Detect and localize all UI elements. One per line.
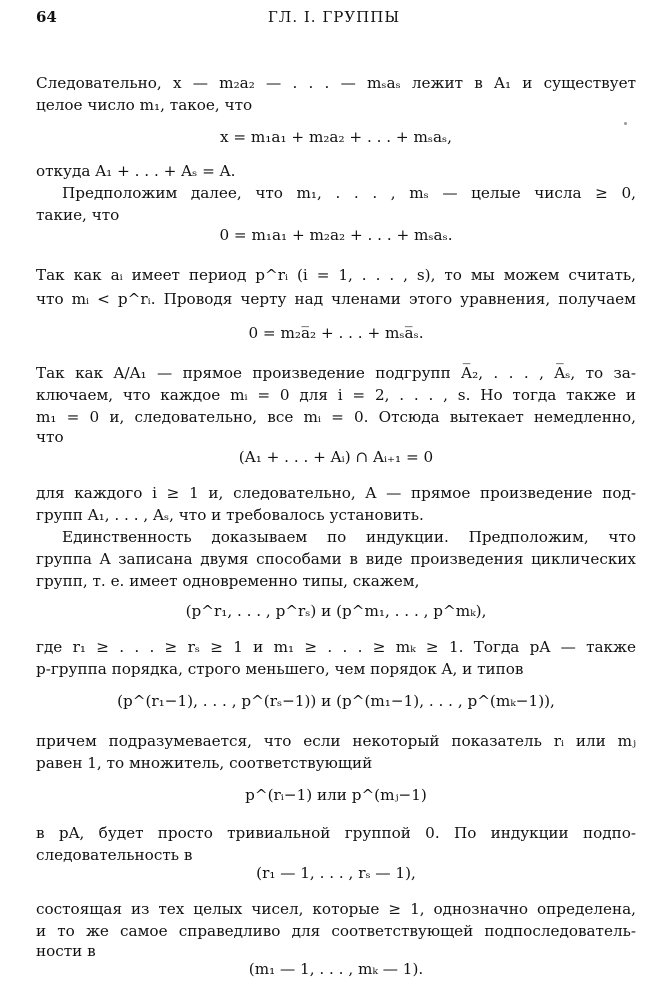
text-line: следовательность в: [36, 846, 193, 864]
text-line: что mᵢ < p^rᵢ. Проводя черту над членами этого уравнения, получаем: [36, 290, 636, 308]
formula: 0 = m₂a̅₂ + . . . + mₛa̅ₛ.: [248, 324, 424, 342]
formula: 0 = m₁a₁ + m₂a₂ + . . . + mₛaₛ.: [219, 226, 453, 244]
text-line: Единственность доказываем по индукции. Предположим, что: [62, 528, 636, 546]
text-line: в pA, будет просто тривиальной группой 0. По индукции подпо-: [36, 824, 636, 842]
running-title: ГЛ. I. ГРУППЫ: [267, 8, 401, 26]
text-line: p-группа порядка, строго меньшего, чем порядок A, и типов: [36, 660, 524, 678]
formula: (A₁ + . . . + Aᵢ) ∩ Aᵢ₊₁ = 0: [238, 448, 434, 466]
text-line: что: [36, 428, 64, 446]
text-line: m₁ = 0 и, следовательно, все mᵢ = 0. Отсюда вытекает немедленно,: [36, 408, 636, 426]
text-line: Так как aᵢ имеет период p^rᵢ (i = 1, . . . , s), то мы можем считать,: [36, 266, 636, 284]
formula: x = m₁a₁ + m₂a₂ + . . . + mₛaₛ,: [219, 128, 452, 146]
text-line: Следовательно, x — m₂a₂ — . . . — mₛaₛ лежит в A₁ и существует: [36, 74, 636, 92]
text-line: и то же самое справедливо для соответствующей подпоследователь-: [36, 922, 636, 940]
page-header: [36, 8, 632, 32]
text-line: где r₁ ≥ . . . ≥ rₛ ≥ 1 и m₁ ≥ . . . ≥ mₖ ≥ 1. Тогда pA — также: [36, 638, 636, 656]
formula: (m₁ — 1, . . . , mₖ — 1).: [248, 960, 424, 978]
text-line: причем подразумевается, что если некоторый показатель rᵢ или mⱼ: [36, 732, 636, 750]
text-line: Предположим далее, что m₁, . . . , mₛ — целые числа ≥ 0,: [62, 184, 636, 202]
text-line: равен 1, то множитель, соответствующий: [36, 754, 373, 772]
print-speck: [624, 122, 627, 125]
formula: (r₁ — 1, . . . , rₛ — 1),: [256, 864, 416, 882]
text-line: ности в: [36, 942, 96, 960]
formula: (p^(r₁−1), . . . , p^(rₛ−1)) и (p^(m₁−1), . . . , p^(mₖ−1)),: [117, 692, 555, 710]
text-line: группа A записана двумя способами в виде произведения циклических: [36, 550, 636, 568]
formula: (p^r₁, . . . , p^rₛ) и (p^m₁, . . . , p^mₖ),: [185, 602, 487, 620]
text-line: ключаем, что каждое mᵢ = 0 для i = 2, . . . , s. Но тогда также и: [36, 386, 636, 404]
text-line: Так как A/A₁ — прямое произведение подгрупп A̅₂, . . . , A̅ₛ, то за-: [36, 364, 636, 382]
text-line: групп, т. е. имеет одновременно типы, скажем,: [36, 572, 420, 590]
text-line: такие, что: [36, 206, 120, 224]
text-line: целое число m₁, такое, что: [36, 96, 253, 114]
text-line: групп A₁, . . . , Aₛ, что и требовалось установить.: [36, 506, 424, 524]
text-line: для каждого i ≥ 1 и, следовательно, A — прямое произведение под-: [36, 484, 636, 502]
page-number: 64: [36, 8, 57, 26]
text-line: состоящая из тех целых чисел, которые ≥ 1, однозначно определена,: [36, 900, 636, 918]
formula: p^(rᵢ−1) или p^(mⱼ−1): [245, 786, 427, 804]
text-line: откуда A₁ + . . . + Aₛ = A.: [36, 162, 236, 180]
